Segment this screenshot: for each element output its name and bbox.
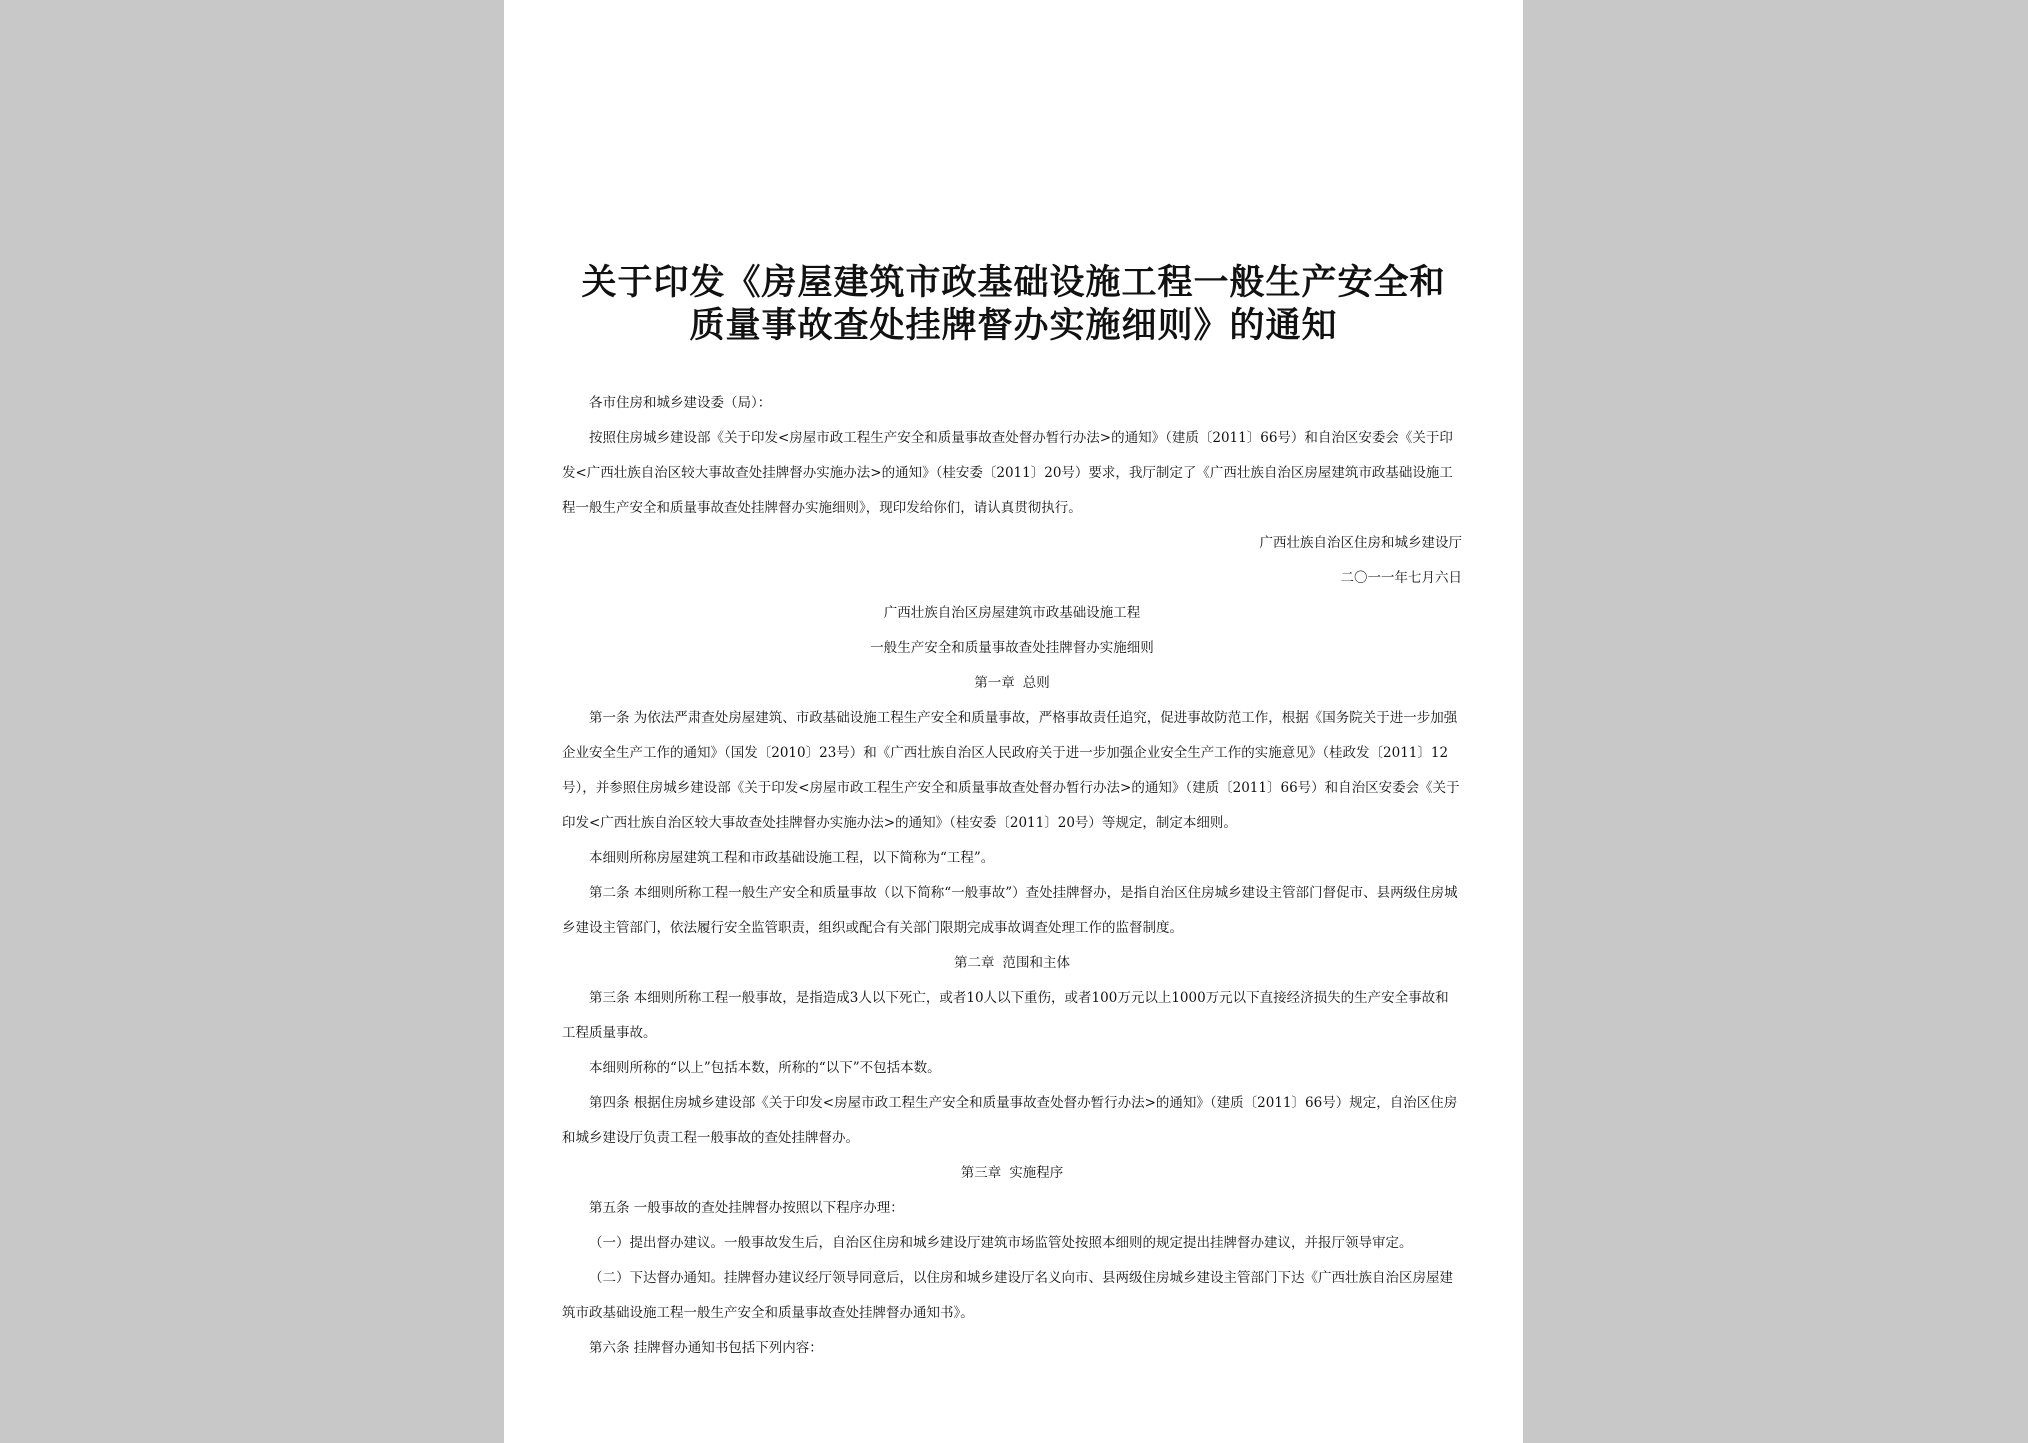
salutation: 各市住房和城乡建设委（局）： [589,395,772,411]
article-6: 第六条 挂牌督办通知书包括下列内容： [589,1340,823,1356]
article-4: 第四条 根据住房城乡建设部《关于印发<房屋市政工程生产安全和质量事故查处督办暂行办法>的通知》（建质〔2011〕66号）规定，自治区住房和城乡建设厅负责工程一般事故的查处挂牌督办。 [562,1095,1458,1146]
document-page [504,0,1523,1443]
chapter-heading-3 [562,1156,1462,1191]
notice-title-line-1: 关于印发《房屋建筑市政基础设施工程一般生产安全和 [581,262,1446,303]
article-1: 第一条 为依法严肃查处房屋建筑、市政基础设施工程生产安全和质量事故，严格事故责任追究，促进事故防范工作，根据《国务院关于进一步加强企业安全生产工作的通知》（国发〔2010〕23号）和《广西壮族自治区人民政府关于进一步加强企业安全生产工作的实施意见》（桂政发〔2011〕12号），并参照住房城乡建设部《关于印发<房屋市政工程生产安全和质量事故查处督办暂行办法>的通知》（建质〔2011〕66号）和自治区安委会《关于印发<广西壮族自治区较大事故查处挂牌督办实施办法>的通知》（桂安委〔2011〕20号）等规定，制定本细则。 [562,710,1460,831]
article-3-note: 本细则所称的“以上”包括本数，所称的“以下”不包括本数。 [589,1060,941,1076]
rules-title-line-2: 一般生产安全和质量事故查处挂牌督办实施细则 [870,640,1154,656]
chapter-heading-1 [562,666,1462,701]
chapter-number: 第二章 [953,955,995,971]
chapter-number: 第一章 [974,675,1015,691]
intro-paragraph: 按照住房城乡建设部《关于印发<房屋市政工程生产安全和质量事故查处督办暂行办法>的通知》（建质〔2011〕66号）和自治区安委会《关于印发<广西壮族自治区较大事故查处挂牌督办实施办法>的通知》（桂安委〔2011〕20号）要求，我厅制定了《广西壮族自治区房屋建筑市政基础设施工程一般生产安全和质量事故查处挂牌督办实施细则》，现印发给你们，请认真贯彻执行。 [562,430,1453,516]
article-1-definition: 本细则所称房屋建筑工程和市政基础设施工程，以下简称为“工程”。 [589,850,995,866]
chapter-heading-2 [562,946,1462,981]
notice-title-line-2: 质量事故查处挂牌督办实施细则》的通知 [689,305,1338,346]
article-5: 第五条 一般事故的查处挂牌督办按照以下程序办理： [589,1200,904,1216]
signature-org: 广西壮族自治区住房和城乡建设厅 [1259,535,1462,551]
chapter-name: 总则 [1022,675,1050,691]
article-2: 第二条 本细则所称工程一般生产安全和质量事故（以下简称“一般事故”）查处挂牌督办，是指自治区住房城乡建设主管部门督促市、县两级住房城乡建设主管部门，依法履行安全监管职责，组织或配合有关部门限期完成事故调查处理工作的监督制度。 [562,885,1458,936]
rules-title-line-1: 广西壮族自治区房屋建筑市政基础设施工程 [883,605,1141,621]
document-body [562,386,1462,1366]
notice-title [544,261,1483,347]
chapter-number: 第三章 [960,1165,1002,1181]
signature-date: 二〇一一年七月六日 [1340,570,1462,586]
procedure-item-2: （二）下达督办通知。挂牌督办建议经厅领导同意后，以住房和城乡建设厅名义向市、县两级住房城乡建设主管部门下达《广西壮族自治区房屋建筑市政基础设施工程一般生产安全和质量事故查处挂牌督办通知书》。 [562,1270,1453,1321]
chapter-name: 实施程序 [1009,1165,1064,1181]
chapter-name: 范围和主体 [1002,955,1071,971]
article-3: 第三条 本细则所称工程一般事故，是指造成3人以下死亡，或者10人以下重伤，或者100万元以上1000万元以下直接经济损失的生产安全事故和工程质量事故。 [562,990,1449,1041]
procedure-item-1: （一）提出督办建议。一般事故发生后，自治区住房和城乡建设厅建筑市场监管处按照本细则的规定提出挂牌督办建议，并报厅领导审定。 [589,1235,1413,1251]
